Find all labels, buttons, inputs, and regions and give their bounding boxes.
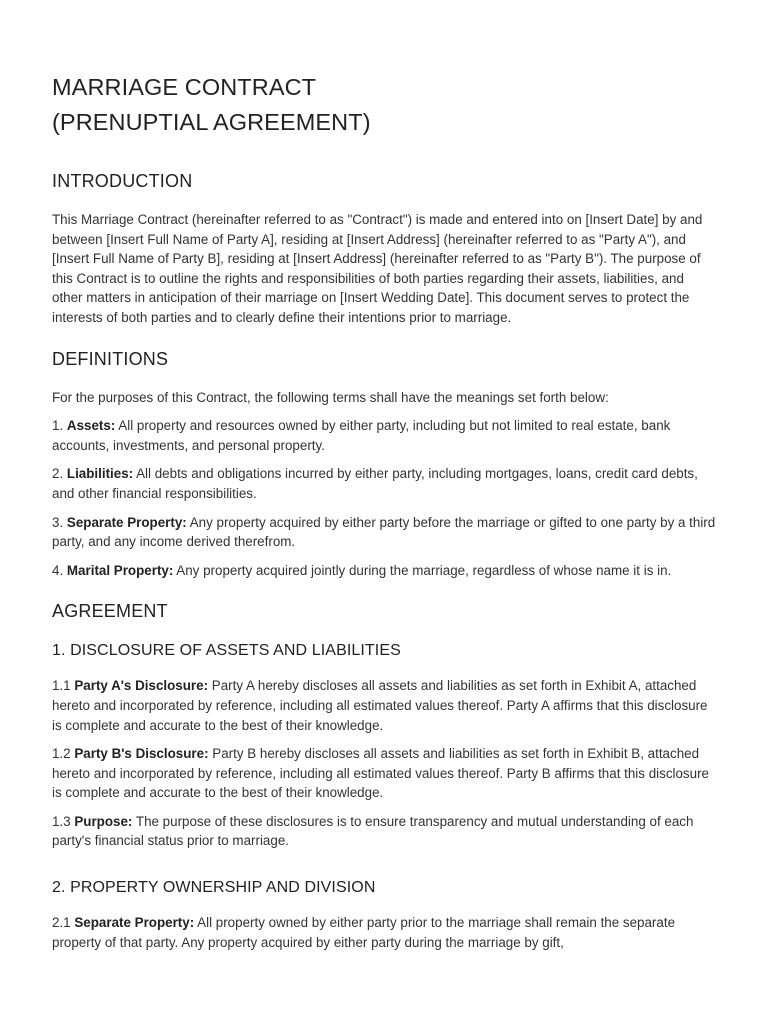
definition-item: 1. Assets: All property and resources owned by either party, including but not limited to real estate, bank accounts, investments, and personal property.: [52, 418, 671, 453]
document-title: [52, 70, 718, 140]
clause-term: Purpose:: [74, 813, 133, 829]
clause: 1.3 Purpose: The purpose of these disclosures is to ensure transparency and mutual understanding of each party's financial status prior to marriage.: [52, 813, 694, 849]
definitions-intro: For the purposes of this Contract, the following terms shall have the meanings set forth below:: [52, 389, 609, 405]
definition-item: 3. Separate Property: Any property acquired by either party before the marriage or gifted to one party by a third party, and any income derived therefrom.: [52, 514, 716, 550]
section-heading: 1. DISCLOSURE OF ASSETS AND LIABILITIES: [52, 642, 401, 660]
clause: 1.1 Party A's Disclosure: Party A hereby discloses all assets and liabilities as set forth in Exhibit A, attached hereto and incorporated by reference, including all estimated values thereof. Party A affirms that this disclosure is complete and accurate to the best of their knowledge.: [52, 678, 708, 733]
clause: 2.1 Separate Property: All property owned by either party prior to the marriage shall remain the separate property of that party. Any property acquired by either party during the marriage by gift,: [52, 915, 676, 950]
title-line-1: MARRIAGE CONTRACT: [52, 74, 317, 100]
clause: 1.2 Party B's Disclosure: Party B hereby discloses all assets and liabilities as set forth in Exhibit B, attached hereto and incorporated by reference, including all estimated values thereof. Party B affirms that this disclosure is complete and accurate to the best of their knowledge.: [52, 746, 709, 801]
definition-item: 2. Liabilities: All debts and obligations incurred by either party, including mortgages, loans, credit card debts, and other financial responsibilities.: [52, 466, 698, 501]
definitions-heading: DEFINITIONS: [52, 348, 169, 369]
clause-term: Party A's Disclosure:: [74, 678, 209, 694]
definition-term: Liabilities:: [66, 466, 134, 482]
definition-term: Separate Property:: [66, 514, 187, 530]
section-heading: 2. PROPERTY OWNERSHIP AND DIVISION: [52, 879, 376, 897]
definition-term: Assets:: [66, 418, 116, 434]
clause-term: Separate Property:: [74, 915, 195, 931]
clause-term: Party B's Disclosure:: [74, 746, 209, 762]
introduction-heading: INTRODUCTION: [52, 171, 193, 191]
title-line-2: (PRENUPTIAL AGREEMENT): [52, 109, 371, 135]
definition-term: Marital Property:: [66, 562, 174, 578]
agreement-heading: AGREEMENT: [52, 601, 168, 622]
introduction-paragraph: This Marriage Contract (hereinafter referred to as "Contract") is made and entered into on [Insert Date] by and between [Insert Full Name of Party A], residing at [Insert Address] (hereinafter referred to as "Party A"), and [Insert Full Name of Party B], residing at [Insert Address] (hereinafter referred to as "Party B"). The purpose of this Contract is to outline the rights and responsibilities of both parties regarding their assets, liabilities, and other matters in anticipation of their marriage on [Insert Wedding Date]. This document serves to protect the interests of both parties and to clearly define their intentions prior to marriage.: [52, 212, 703, 325]
definition-item: 4. Marital Property: Any property acquired jointly during the marriage, regardless of whose name it is in.: [52, 562, 672, 578]
